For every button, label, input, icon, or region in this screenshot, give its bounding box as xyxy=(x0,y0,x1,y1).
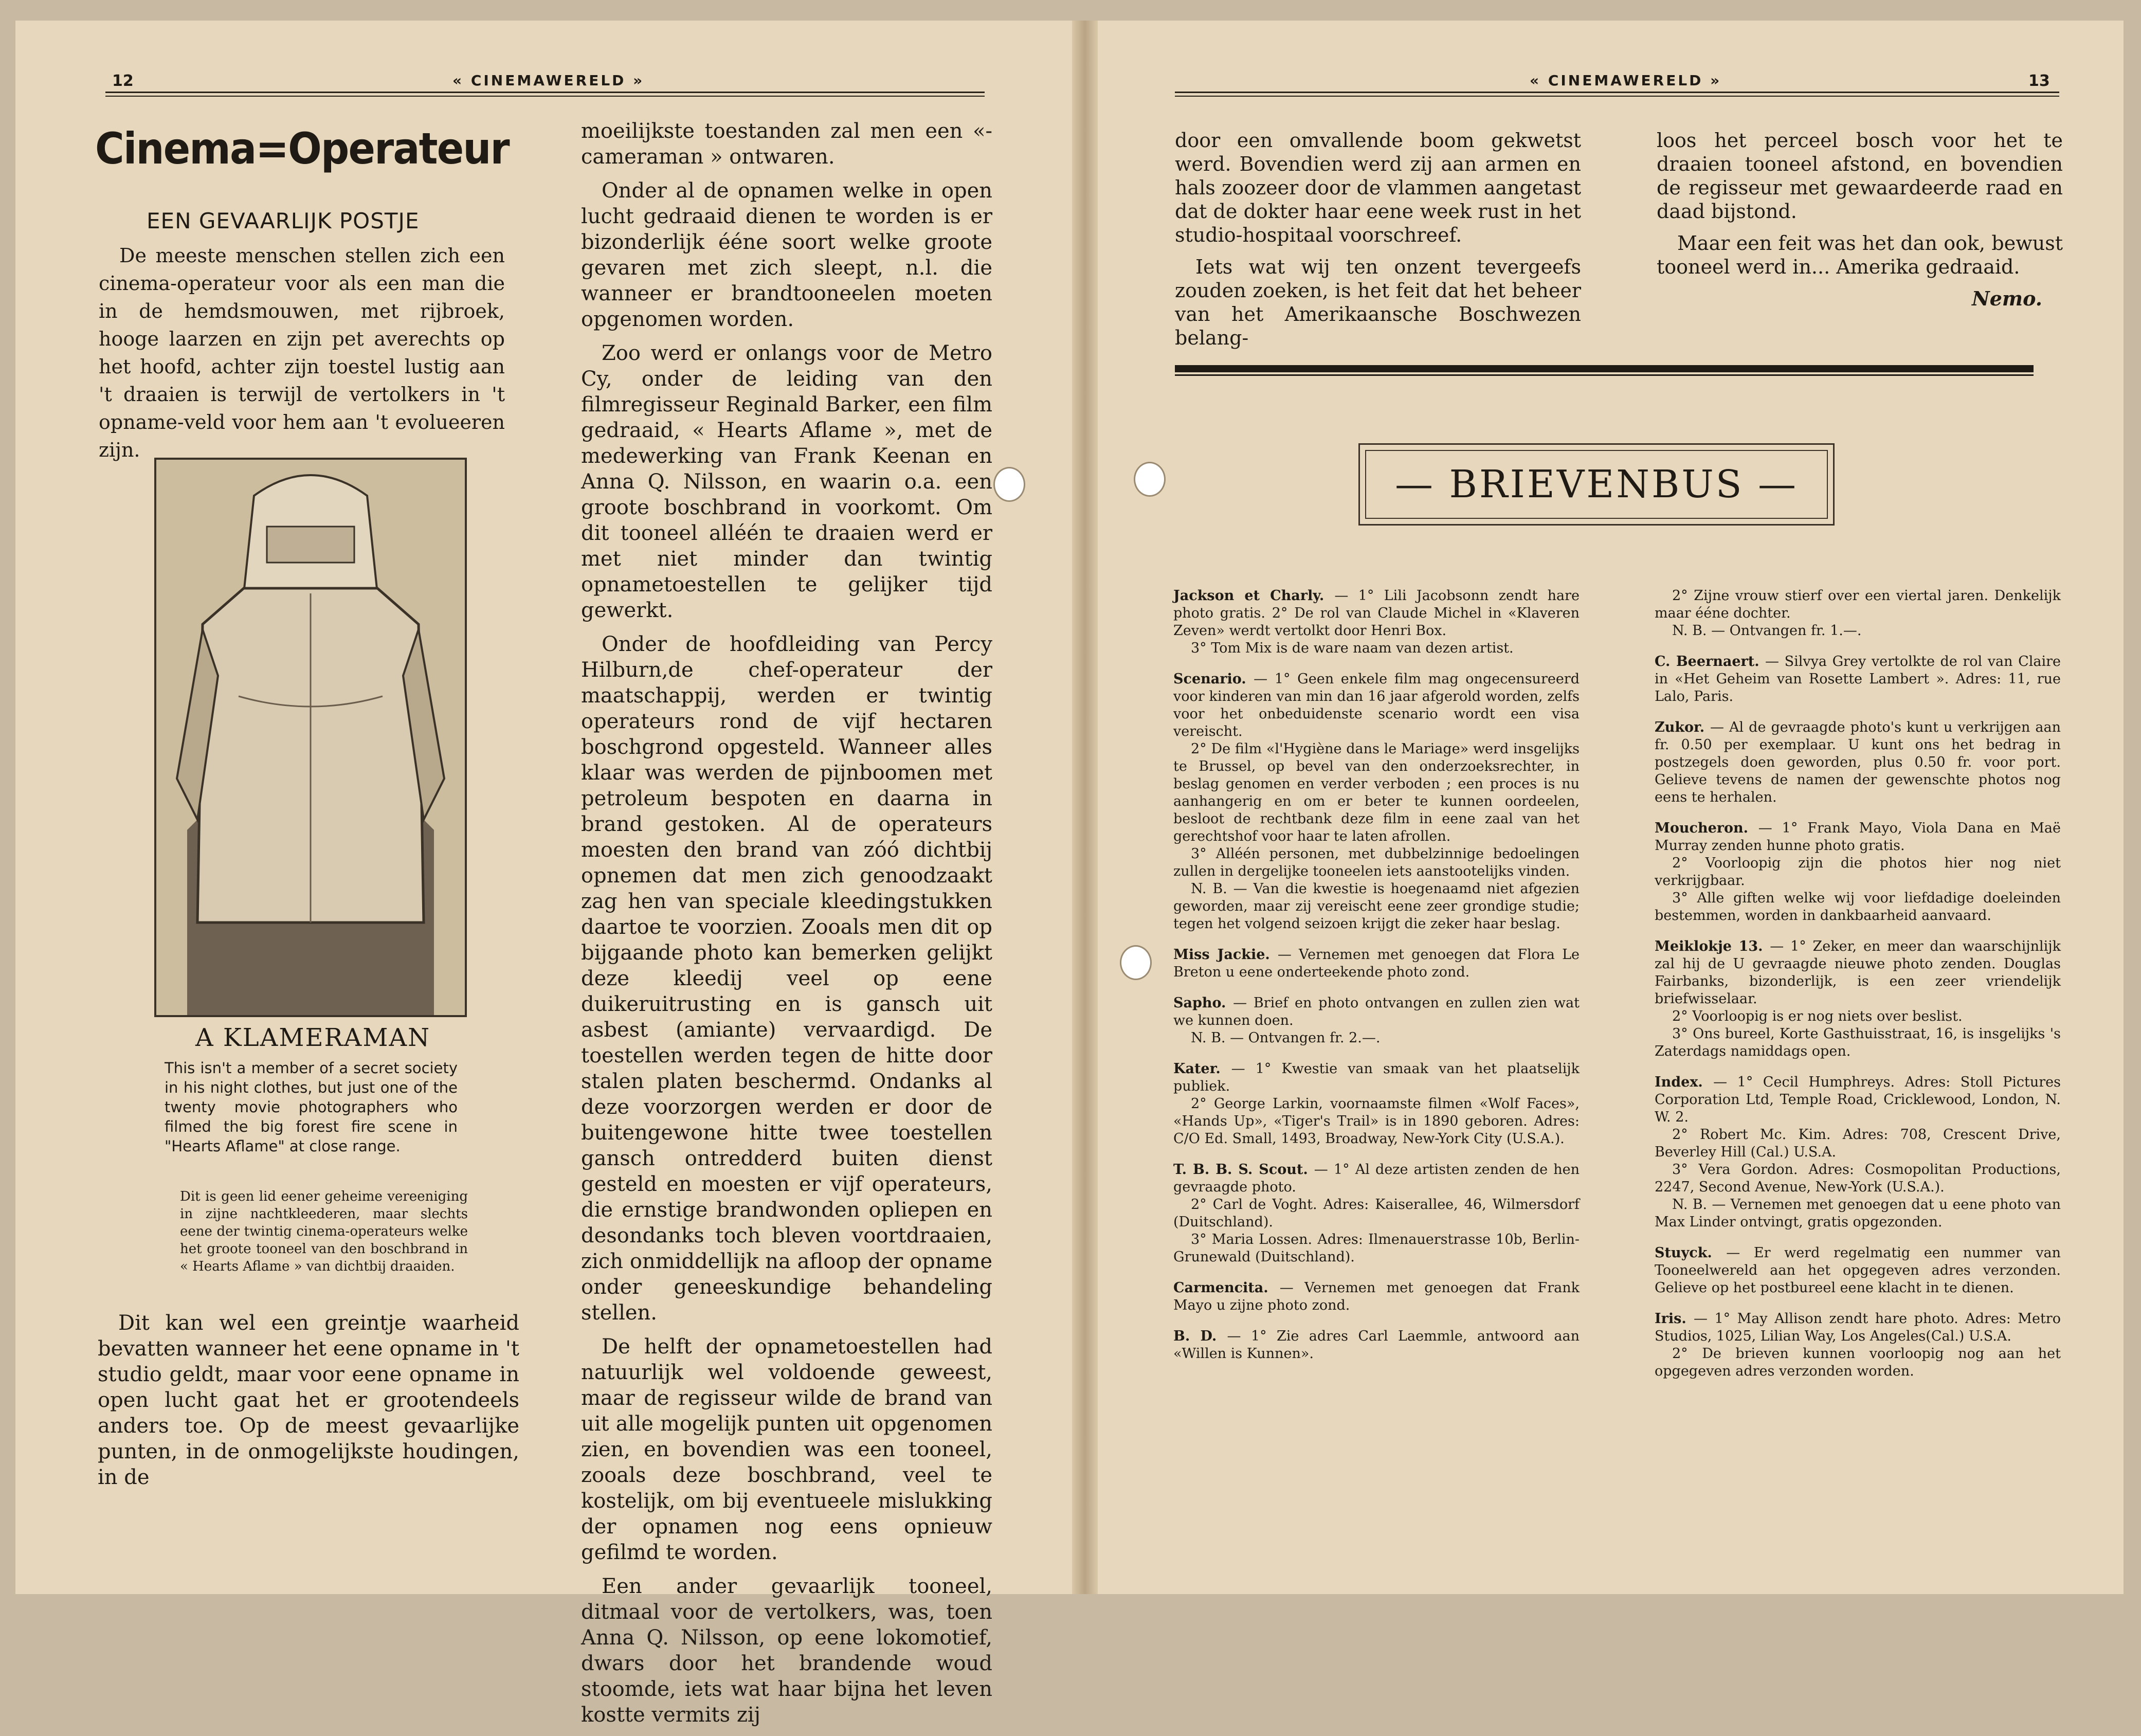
article-continuation-col1 xyxy=(1175,129,1581,358)
letter-line: Jackson et Charly. — 1° Lili Jacobsonn zendt hare photo gratis. 2° De rol van Claude Michel in «Klaveren Zeven» werdt vertolkt door Henri Box. xyxy=(1173,588,1580,639)
punch-hole-right-bottom xyxy=(1120,945,1152,980)
punch-hole-right-top xyxy=(1134,462,1166,497)
letter-entry xyxy=(1655,653,2061,706)
letter-entry xyxy=(1173,1328,1580,1363)
correspondent-name: Stuyck. xyxy=(1655,1245,1727,1261)
letter-entry xyxy=(1173,1279,1580,1314)
letter-line: Sapho. — Brief en photo ontvangen en zullen zien wat we kunnen doen. xyxy=(1173,995,1580,1028)
letter-line: 2° Voorloopig zijn die photos hier nog niet verkrijgbaar. xyxy=(1655,855,2061,889)
letter-entry xyxy=(1655,1074,2061,1231)
paragraph: loos het perceel bosch voor het te draaien tooneel afstond, en bovendien de regisseur met gewaardeerde raad en daad bijstond. xyxy=(1657,129,2063,223)
article-intro: De meeste menschen stellen zich een cinema-operateur voor als een man die in de hemdsmouwen, met rijbroek, hooge laarzen en zijn pet averechts op het hoofd, achter zijn toestel lustig aan 't draaien is terwijl de vertolkers in 't opname-veld voor hem aan 't evolueeren zijn. xyxy=(99,244,505,461)
paragraph: Maar een feit was het dan ook, bewust tooneel werd in... Amerika gedraaid. xyxy=(1657,232,2063,278)
paragraph: Onder al de opnamen welke in open lucht gedraaid dienen te worden is er bizonderlijk ééne soort welke groote gevaren met zich sleept, n.l. die wanneer er brandtooneelen moeten opgenomen worden. xyxy=(581,179,992,331)
letter-line: 3° Ons bureel, Korte Gasthuisstraat, 16, is insgelijks 's Zaterdags namiddags open. xyxy=(1655,1026,2061,1059)
article-headline: Cinema=Operateur xyxy=(95,123,509,174)
letter-line: C. Beernaert. — Silvya Grey vertolkte de rol van Claire in «Het Geheim van Rosette Lambert ». Adres: 11, rue Lalo, Paris. xyxy=(1655,654,2061,704)
letter-line: 2° Zijne vrouw stierf over een viertal jaren. Denkelijk maar ééne dochter. xyxy=(1655,588,2061,621)
article-column2 xyxy=(581,118,992,1736)
correspondent-name: Scenario. xyxy=(1173,671,1254,687)
correspondent-name: Miss Jackie. xyxy=(1173,947,1278,963)
paragraph: Zoo werd er onlangs voor de Metro Cy, onder de leiding van den filmregisseur Reginald Barker, een film gedraaid, « Hearts Aflame », met de medewerking van Frank Keenan en Anna Q. Nilsson, en waarin o.a. een groote boschbrand in voorkomt. Om dit tooneel alléén te draaien werd er met niet minder dan twintig opnametoestellen te gelijker tijd gewerkt. xyxy=(581,341,992,622)
correspondent-name: Jackson et Charly. xyxy=(1173,588,1335,604)
letter-line: Stuyck. — Er werd regelmatig een nummer van Tooneelwereld aan het opgegeven adres verzonden. Gelieve op het postbureel eene klacht in te dienen. xyxy=(1655,1245,2061,1296)
brievenbus-banner xyxy=(1358,443,1835,526)
page-number-right: 13 xyxy=(2028,72,2050,90)
letter-line: T. B. B. S. Scout. — 1° Al deze artisten zenden de hen gevraagde photo. xyxy=(1173,1162,1580,1195)
section-divider-thick xyxy=(1175,365,2034,372)
correspondent-name: C. Beernaert. xyxy=(1655,654,1766,670)
paragraph: Onder de hoofdleiding van Percy Hilburn,de chef-operateur der maatschappij, werden er twintig operateurs rond de vijf hectaren boschgrond opgesteld. Wanneer alles klaar was werden de pijnboomen met petroleum bespoten en daarna in brand gestoken. Al de operateurs moesten den brand van zóó dichtbij opnemen dat men zich genoodzaakt zag hen van speciale kleedingstukken daartoe te voorzien. Zooals men dit op bijgaande photo kan bemerken gelijkt deze kleedij veel op eene duikeruitrusting en is gansch uit asbest (amiante) vervaardigd. De toestellen werden tegen de hitte door stalen platen beschermd. Ondanks al deze voorzorgen werden er door de buitengewone hitte twee toestellen gansch ontredderd buiten dienst gesteld en moesten er vijf operateurs, die ernstige brandwonden opliepen en desondanks toch bleven voortdraaien, zich onmiddellijk na afloop der opname onder geneeskundige behandeling stellen. xyxy=(581,632,992,1325)
photo-caption-dutch: Dit is geen lid eener geheime vereeniging in zijne nachtkleederen, maar slechts eene der twintig cinema-operateurs welke het groote tooneel van den boschbrand in « Hearts Aflame » van dichtbij draaiden. xyxy=(180,1189,468,1274)
letter-entry xyxy=(1173,1161,1580,1266)
letter-line: Kater. — 1° Kwestie van smaak van het plaatselijk publiek. xyxy=(1173,1061,1580,1094)
letter-line: N. B. — Ontvangen fr. 2.—. xyxy=(1191,1030,1381,1046)
paragraph: door een omvallende boom gekwetst werd. Bovendien werd zij aan armen en hals zoozeer door de vlammen aangetast dat de dokter haar eene week rust in het studio-hospitaal voorschreef. xyxy=(1175,129,1581,246)
letters-column-2 xyxy=(1655,587,2061,1394)
letter-line: B. D. — 1° Zie adres Carl Laemmle, antwoord aan «Willen is Kunnen». xyxy=(1173,1328,1580,1362)
correspondent-name: Sapho. xyxy=(1173,995,1233,1011)
letter-line: Moucheron. — 1° Frank Mayo, Viola Dana en Maë Murray zenden hunne photo gratis. xyxy=(1655,820,2061,854)
letter-entry xyxy=(1655,1310,2061,1380)
correspondent-name: Zukor. xyxy=(1655,719,1711,735)
binding-gutter xyxy=(1072,21,1098,1594)
paragraph: Iets wat wij ten onzent tevergeefs zouden zoeken, is het feit dat het beheer van het Amerikaansche Boschwezen belang- xyxy=(1175,256,1581,349)
paragraph: De helft der opnametoestellen had natuurlijk wel voldoende geweest, maar de regisseur wilde de brand van uit alle mogelijk punten uit opgenomen zien, en bovendien was een tooneel, zooals deze boschbrand, veel te kostelijk, om bij eventueele mislukking der opnamen nog eens opnieuw gefilmd te worden. xyxy=(581,1335,992,1564)
letter-line: 2° Voorloopig is er nog niets over beslist. xyxy=(1672,1008,1963,1024)
letters-column-1 xyxy=(1173,587,1580,1376)
header-rule-right xyxy=(1175,92,2059,97)
letter-entry xyxy=(1655,820,2061,925)
letter-line: 2° Carl de Voght. Adres: Kaiserallee, 46, Wilmersdorf (Duitschland). xyxy=(1173,1197,1580,1230)
photo-caption-english: This isn't a member of a secret society in his night clothes, but just one of the twenty movie photographers who filmed the big forest fire scene in "Hearts Aflame" at close range. xyxy=(165,1059,458,1155)
author-signature: Nemo. xyxy=(1971,287,2042,310)
letter-line: 3° Vera Gordon. Adres: Cosmopolitan Productions, 2247, Second Avenue, New-York (U.S.A.). xyxy=(1655,1162,2061,1195)
letter-line: Miss Jackie. — Vernemen met genoegen dat Flora Le Breton u eene onderteekende photo zond. xyxy=(1173,947,1580,980)
letter-line: Meiklokje 13. — 1° Zeker, en meer dan waarschijnlijk zal hij de U gevraagde nieuwe photo zenden. Douglas Fairbanks, bizonderlijk, is een zeer vriendelijk briefwisselaar. xyxy=(1655,938,2061,1007)
section-divider-thin xyxy=(1175,374,2034,376)
correspondent-name: Kater. xyxy=(1173,1061,1231,1077)
page-number-left: 12 xyxy=(112,72,134,90)
letter-line: 2° De brieven kunnen voorloopig nog aan het opgegeven adres verzonden worden. xyxy=(1655,1346,2061,1379)
letter-line: 3° Alle giften welke wij voor liefdadige doeleinden bestemmen, worden in dankbaarheid aanvaard. xyxy=(1655,890,2061,924)
punch-hole-left-top xyxy=(993,467,1025,502)
article-continuation-col2 xyxy=(1657,129,2063,311)
letter-line: 2° George Larkin, voornaamste filmen «Wolf Faces», «Hands Up», «Tiger's Trail» is in 1890 geboren. Adres: C/O Ed. Small, 1493, Broadway, New-York City (U.S.A.). xyxy=(1173,1096,1580,1147)
letter-line: Iris. — 1° May Allison zendt hare photo. Adres: Metro Studios, 1025, Lilian Way, Los Angeles(Cal.) U.S.A. xyxy=(1655,1311,2061,1344)
letter-line: 3° Tom Mix is de ware naam van dezen artist. xyxy=(1191,640,1514,656)
letter-line: 3° Maria Lossen. Adres: Ilmenauerstrasse 10b, Berlin-Grunewald (Duitschland). xyxy=(1173,1232,1580,1265)
letter-entry xyxy=(1173,994,1580,1047)
letter-line: N. B. — Ontvangen fr. 1.—. xyxy=(1672,623,1862,639)
header-rule-left xyxy=(105,92,985,97)
letter-entry xyxy=(1173,946,1580,981)
letter-line: N. B. — Vernemen met genoegen dat u eene photo van Max Linder ontvingt, gratis opgezonden. xyxy=(1655,1197,2061,1230)
letter-entry xyxy=(1655,587,2061,640)
correspondent-name: T. B. B. S. Scout. xyxy=(1173,1162,1314,1178)
correspondent-name: Carmencita. xyxy=(1173,1280,1280,1296)
correspondent-name: B. D. xyxy=(1173,1328,1227,1344)
banner-title: — BRIEVENBUS — xyxy=(1365,450,1828,519)
letter-line: N. B. — Van die kwestie is hoegenaamd niet afgezien geworden, maar zij vereischt eene zeer grondige studie; tegen het volgend seizoen krijgt die zeker haar beslag. xyxy=(1173,881,1580,932)
letter-line: 2° Robert Mc. Kim. Adres: 708, Crescent Drive, Beverley Hill (Cal.) U.S.A. xyxy=(1655,1127,2061,1160)
letter-entry xyxy=(1173,1060,1580,1148)
letter-entry xyxy=(1173,671,1580,933)
letter-entry xyxy=(1655,938,2061,1060)
running-head-left: « CINEMAWERELD » xyxy=(452,72,645,89)
letter-entry xyxy=(1173,587,1580,657)
letter-line: 3° Alléén personen, met dubbelzinnige bedoelingen zullen in dergelijke tooneelen iets aanstootelijks vinden. xyxy=(1173,846,1580,879)
letter-entry xyxy=(1655,719,2061,806)
article-subhead: EEN GEVAARLIJK POSTJE xyxy=(147,208,420,233)
letter-line: Carmencita. — Vernemen met genoegen dat Frank Mayo u zijne photo zond. xyxy=(1173,1280,1580,1313)
photo-caption-title: A KLAMERAMAN xyxy=(195,1023,431,1052)
paragraph: Een ander gevaarlijk tooneel, ditmaal voor de vertolkers, was, toen Anna Q. Nilsson, op eene lokomotief, dwars door het brandende woud stoomde, iets wat haar bijna het leven kostte vermits zij xyxy=(581,1575,992,1727)
letter-line: Index. — 1° Cecil Humphreys. Adres: Stoll Pictures Corporation Ltd, Temple Road, Cricklewood, London, N. W. 2. xyxy=(1655,1074,2061,1125)
letter-entry xyxy=(1655,1244,2061,1297)
letter-line: 2° De film «l'Hygiène dans le Mariage» werd insgelijks te Brussel, op bevel van den onderzoeksrechter, in beslag genomen en verder verboden ; een proces is nu aanhangerig en om er beter te kunnen oordeelen, besloot de rechtbank deze film in eene zaal van het gerechtshof voor haar te laten afrollen. xyxy=(1173,741,1580,844)
correspondent-name: Index. xyxy=(1655,1074,1714,1090)
correspondent-name: Meiklokje 13. xyxy=(1655,938,1770,954)
letter-line: Scenario. — 1° Geen enkele film mag ongecensureerd voor kinderen van min dan 16 jaar afgerold worden, zelfs voor het onbeduidenste scenario wordt een visa vereischt. xyxy=(1173,671,1580,739)
paragraph: moeilijkste toestanden zal men een «-cameraman » ontwaren. xyxy=(581,119,992,169)
correspondent-name: Iris. xyxy=(1655,1311,1694,1327)
correspondent-name: Moucheron. xyxy=(1655,820,1758,836)
running-head-right: « CINEMAWERELD » xyxy=(1530,72,1722,89)
cameraman-photo xyxy=(154,458,467,1017)
article-column1-bottom: Dit kan wel een greintje waarheid bevatten wanneer het eene opname in 't studio geldt, maar voor eene opname in open lucht gaat het er grootendeels anders toe. Op de meest gevaarlijke punten, in de onmogelijkste houdingen, in de xyxy=(98,1311,519,1489)
letter-line: Zukor. — Al de gevraagde photo's kunt u verkrijgen aan fr. 0.50 per exemplaar. U kunt ons het bedrag in postzegels doen geworden, plus 0.50 fr. voor port. Gelieve tevens de namen der gewenschte photos nog eens te herhalen. xyxy=(1655,719,2061,805)
